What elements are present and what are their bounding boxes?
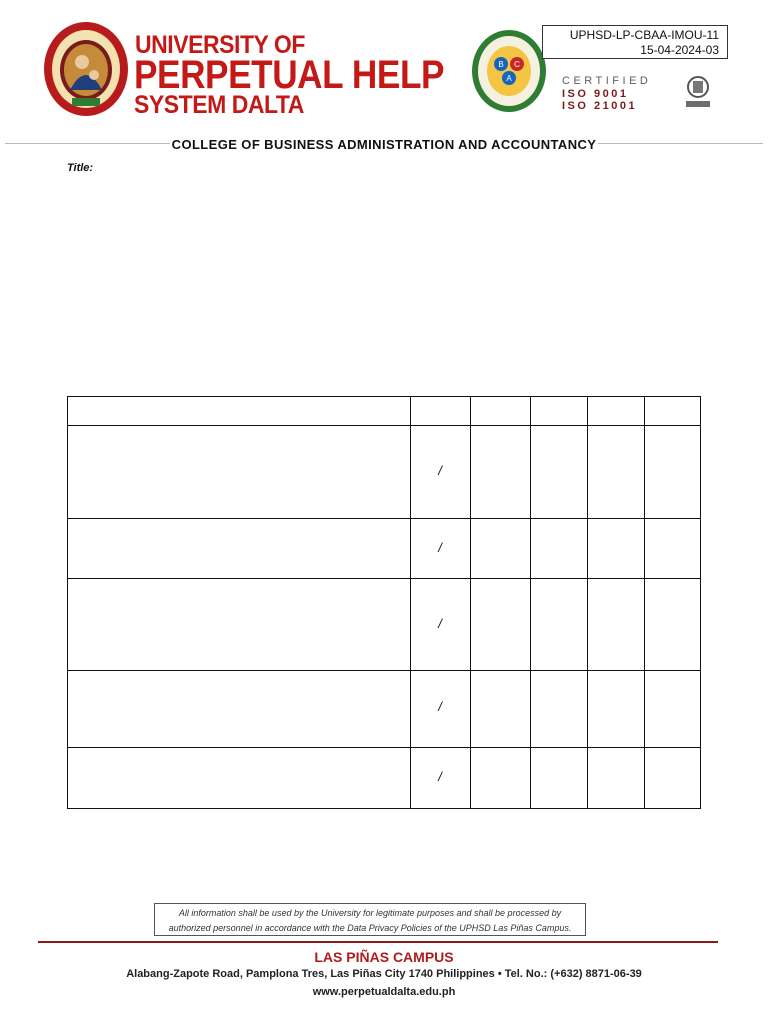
document-date-code: 15-04-2024-03: [640, 43, 719, 57]
college-seal-logo: [470, 28, 548, 114]
university-name-line-1: UNIVERSITY OF: [135, 31, 305, 59]
title-field-label: Title:: [67, 162, 94, 174]
iso-9001-label: ISO 9001: [562, 88, 629, 100]
check-mark: /: [438, 616, 442, 631]
row-divider: [68, 747, 700, 748]
check-mark: /: [438, 463, 442, 478]
document-code: UPHSD-LP-CBAA-IMOU-11: [569, 28, 719, 42]
data-privacy-notice: [154, 903, 586, 936]
evaluation-table: [67, 396, 701, 809]
university-name-line-3: SYSTEM DALTA: [134, 91, 304, 119]
campus-name: LAS PIÑAS CAMPUS: [314, 949, 454, 965]
certified-label: CERTIFIED: [562, 75, 652, 87]
university-seal-logo: [42, 20, 130, 118]
bureau-veritas-logo: [682, 73, 714, 113]
row-divider: [68, 518, 700, 519]
check-mark: /: [438, 699, 442, 714]
iso-certification-badge: [552, 67, 726, 122]
svg-text:A: A: [506, 74, 512, 83]
check-mark: /: [438, 540, 442, 555]
row-divider: [68, 425, 700, 426]
privacy-line-1: All information shall be used by the University for legitimate purposes and shall be processed by: [178, 908, 562, 918]
svg-text:C: C: [514, 60, 520, 69]
row-divider: [68, 578, 700, 579]
document-code-box: [542, 25, 728, 59]
university-name-line-2: PERPETUAL HELP: [134, 53, 445, 97]
iso-21001-label: ISO 21001: [562, 100, 638, 112]
college-name-heading: [0, 137, 768, 152]
website-link[interactable]: www.perpetualdalta.edu.ph: [312, 986, 456, 998]
footer-divider: [38, 941, 718, 943]
svg-text:B: B: [498, 60, 504, 69]
college-name-text: COLLEGE OF BUSINESS ADMINISTRATION AND ACCOUNTANCY: [171, 137, 597, 152]
campus-address: Alabang-Zapote Road, Pamplona Tres, Las Piñas City 1740 Philippines • Tel. No.: (+632) 8871-06-39: [126, 968, 642, 980]
privacy-line-2: authorized personnel in accordance with the Data Privacy Policies of the UPHSD Las Piñas Campus.: [168, 923, 572, 933]
check-mark: /: [438, 769, 442, 784]
row-divider: [68, 670, 700, 671]
